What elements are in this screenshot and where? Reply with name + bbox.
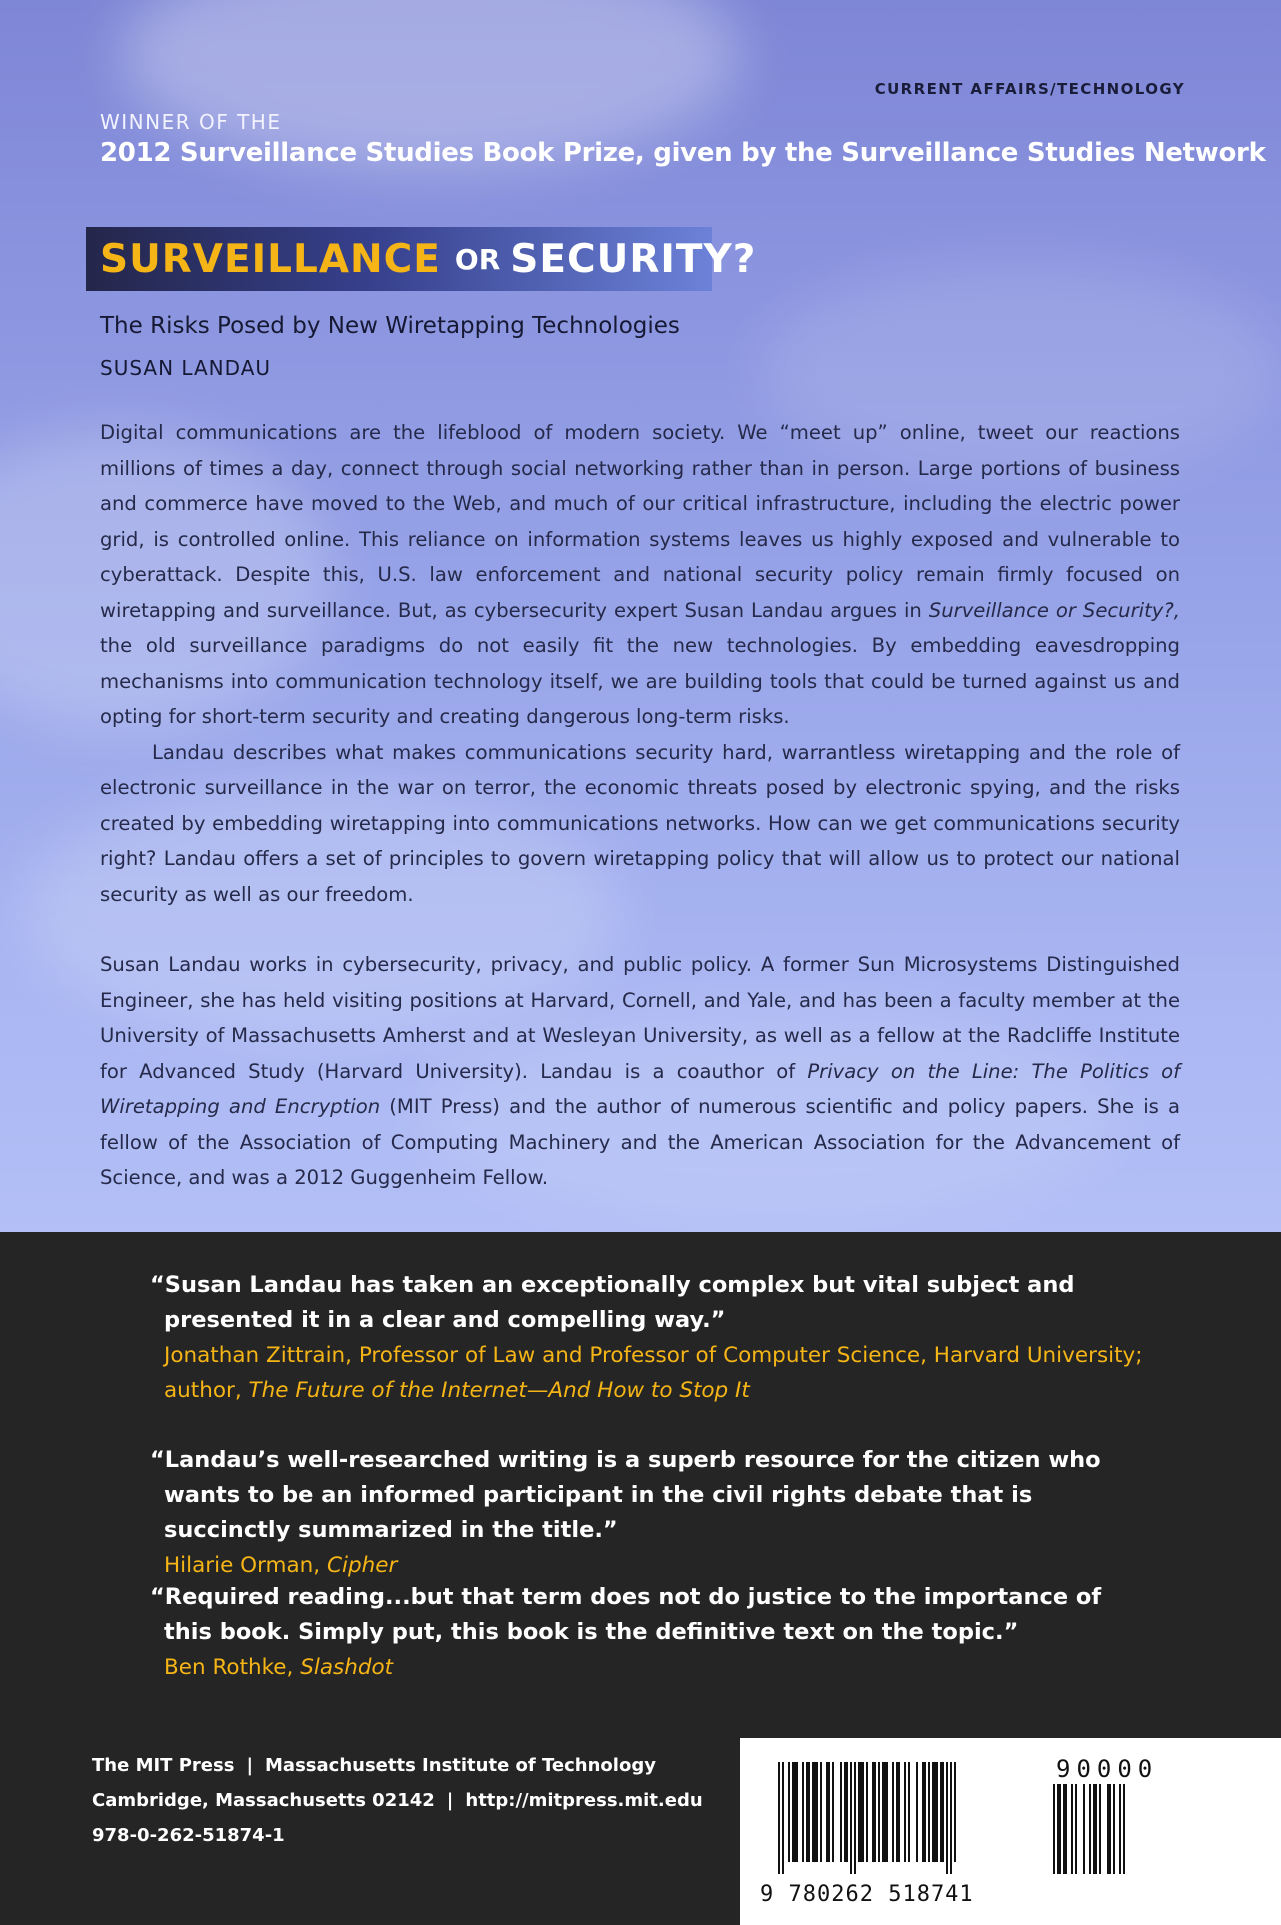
barcode-bar — [946, 1762, 948, 1874]
barcode-bar — [858, 1762, 864, 1862]
author-name: SUSAN LANDAU — [100, 356, 272, 380]
endorsement-quote — [150, 1268, 1150, 1408]
bio-text: Susan Landau works in cybersecurity, privacy, and public policy. A former Sun Microsystems Distinguished Engineer, she has held visiting positions at Harvard, Cornell, and Yale, and has been a faculty member at the University of Massachusetts Amherst and at Wesleyan University, as well as a fellow at the Radcliffe Institute for Advanced Study (Harvard University). Landau is a coauthor of — [100, 953, 1180, 1083]
barcode-bar — [916, 1762, 918, 1862]
book-title — [100, 230, 756, 288]
barcode-bar — [1075, 1784, 1077, 1874]
barcode-addon-icon — [1053, 1784, 1163, 1880]
publisher-info — [92, 1748, 703, 1853]
barcode-bar — [1063, 1784, 1067, 1874]
quote-source — [150, 1650, 1150, 1685]
barcode-bar — [850, 1762, 852, 1874]
barcode-bar — [778, 1762, 780, 1874]
quote-source-title: The Future of the Internet—And How to Stop It — [248, 1378, 750, 1403]
author-bio — [100, 947, 1180, 1196]
barcode-addon-digits: 90000 — [1056, 1755, 1159, 1783]
barcode-bar — [812, 1762, 818, 1862]
description-text: the old surveillance paradigms do not easily fit the new technologies. By embedding eavesdropping mechanisms into communication technology itself, we are building tools that could be turned against us and opting for short-term security and creating dangerous long-term risks. — [100, 634, 1180, 728]
barcode-bar — [954, 1762, 956, 1862]
barcode-bar — [782, 1762, 784, 1874]
barcode-bar — [1113, 1784, 1115, 1874]
quote-source — [150, 1338, 1150, 1408]
publisher-line — [92, 1748, 703, 1783]
publisher-institute: Massachusetts Institute of Technology — [265, 1755, 656, 1776]
description-book-title: Surveillance or Security?, — [928, 598, 1181, 622]
barcode-bar — [928, 1762, 930, 1862]
quote-source-name: Jonathan Zittrain, Professor of Law and Professor of Computer Science, Harvard University; author, — [164, 1343, 1143, 1403]
category-label: CURRENT AFFAIRS/TECHNOLOGY — [874, 80, 1185, 98]
quote-source — [150, 1548, 1150, 1583]
barcode-digits: 9 780262 518741 — [760, 1882, 974, 1907]
title-surveillance: SURVEILLANCE — [100, 236, 441, 282]
description-paragraph: Landau describes what makes communications security hard, warrantless wiretapping and the role of electronic surveillance in the war on terror, the economic threats posed by electronic spying, and the risks created by embedding wiretapping into communications networks. How can we get communications security right? Landau offers a set of principles to govern wiretapping policy that will allow us to protect our national security as well as our freedom. — [100, 740, 1180, 906]
separator: | — [246, 1755, 254, 1776]
prize-heading: 2012 Surveillance Studies Book Prize, given by the Surveillance Studies Network — [100, 138, 1266, 168]
publisher-name: The MIT Press — [92, 1755, 235, 1776]
barcode-area — [740, 1738, 1281, 1925]
bio-book-title: Privacy on the Line: The Politics of Wiretapping and Encryption — [100, 1059, 1181, 1118]
barcode-bar — [1057, 1784, 1061, 1874]
publisher-city: Cambridge, Massachusetts 02142 — [92, 1790, 435, 1811]
barcode-bar — [820, 1762, 822, 1862]
barcode-bar — [1093, 1784, 1097, 1874]
book-subtitle: The Risks Posed by New Wiretapping Technologies — [100, 313, 680, 339]
prize-prefix: WINNER OF THE — [100, 110, 282, 134]
title-or: OR — [454, 242, 501, 276]
bio-text: (MIT Press) and the author of numerous scientific and policy papers. She is a fellow of the Association of Computing Machinery and the American Association for the Advancement of Science, and was a 2012 Guggenheim Fellow. — [100, 1095, 1180, 1189]
quote-source-name: Hilarie Orman, — [164, 1553, 327, 1578]
barcode-bar — [1107, 1784, 1111, 1874]
barcode-bar — [866, 1762, 868, 1862]
barcode-bar — [832, 1762, 834, 1862]
description-paragraph — [100, 415, 1180, 735]
title-security: SECURITY? — [510, 236, 757, 282]
barcode-bar — [1119, 1784, 1121, 1874]
barcode-bar — [908, 1762, 910, 1862]
barcode-bar — [940, 1762, 944, 1862]
barcode-bar — [872, 1762, 876, 1862]
barcode-bar — [1099, 1784, 1101, 1874]
book-description — [100, 415, 1180, 912]
barcode-bar — [840, 1762, 842, 1862]
bio-paragraph — [100, 947, 1180, 1196]
barcode-bar — [1071, 1784, 1073, 1874]
quote-text: “Landau’s well-researched writing is a superb resource for the citizen who wants to be an informed participant in the civil rights debate that is succinctly summarized in the title.” — [150, 1447, 1101, 1543]
barcode-bar — [826, 1762, 830, 1862]
quote-source-name: Ben Rothke, — [164, 1655, 301, 1680]
publisher-line — [92, 1783, 703, 1818]
barcode-bar — [878, 1762, 880, 1862]
barcode-bar — [802, 1762, 804, 1862]
barcode-bar — [788, 1762, 790, 1862]
quote-text: “Susan Landau has taken an exceptionally complex but vital subject and presented it in a clear and compelling way.” — [150, 1272, 1075, 1333]
quote-text: “Required reading...but that term does not do justice to the importance of this book. Simply put, this book is the definitive text on the topic.” — [150, 1584, 1102, 1645]
barcode-bar — [844, 1762, 848, 1862]
separator: | — [446, 1790, 454, 1811]
barcode-bar — [854, 1762, 856, 1874]
quote-source-title: Cipher — [326, 1553, 398, 1578]
quote-source-title: Slashdot — [300, 1655, 394, 1680]
barcode-bar — [892, 1762, 894, 1862]
publisher-url: http://mitpress.mit.edu — [465, 1790, 703, 1811]
barcode-bar — [932, 1762, 938, 1862]
barcode-bar — [792, 1762, 798, 1862]
barcode-bar — [1123, 1784, 1125, 1874]
barcode-icon — [778, 1762, 1040, 1880]
description-text: Digital communications are the lifeblood of modern society. We “meet up” online, tweet our reactions millions of times a day, connect through social networking rather than in person. Large portions of business and commerce have moved to the Web, and much of our critical infrastructure, including the electric power grid, is controlled online. This reliance on information systems leaves us highly exposed and vulnerable to cyberattack. Despite this, U.S. law enforcement and national security policy remain firmly focused on wiretapping and surveillance. But, as cybersecurity expert Susan Landau argues in — [100, 421, 1180, 622]
barcode-bar — [922, 1762, 926, 1862]
barcode-bar — [1089, 1784, 1091, 1874]
isbn: 978-0-262-51874-1 — [92, 1825, 285, 1846]
endorsement-quote — [150, 1580, 1150, 1685]
barcode-bar — [882, 1762, 888, 1862]
barcode-bar — [950, 1762, 952, 1874]
barcode-bar — [1053, 1784, 1055, 1874]
barcode-bar — [1083, 1784, 1085, 1874]
barcode-bar — [806, 1762, 810, 1862]
barcode-bar — [904, 1762, 906, 1862]
barcode-bar — [896, 1762, 900, 1862]
endorsement-quote — [150, 1443, 1150, 1583]
